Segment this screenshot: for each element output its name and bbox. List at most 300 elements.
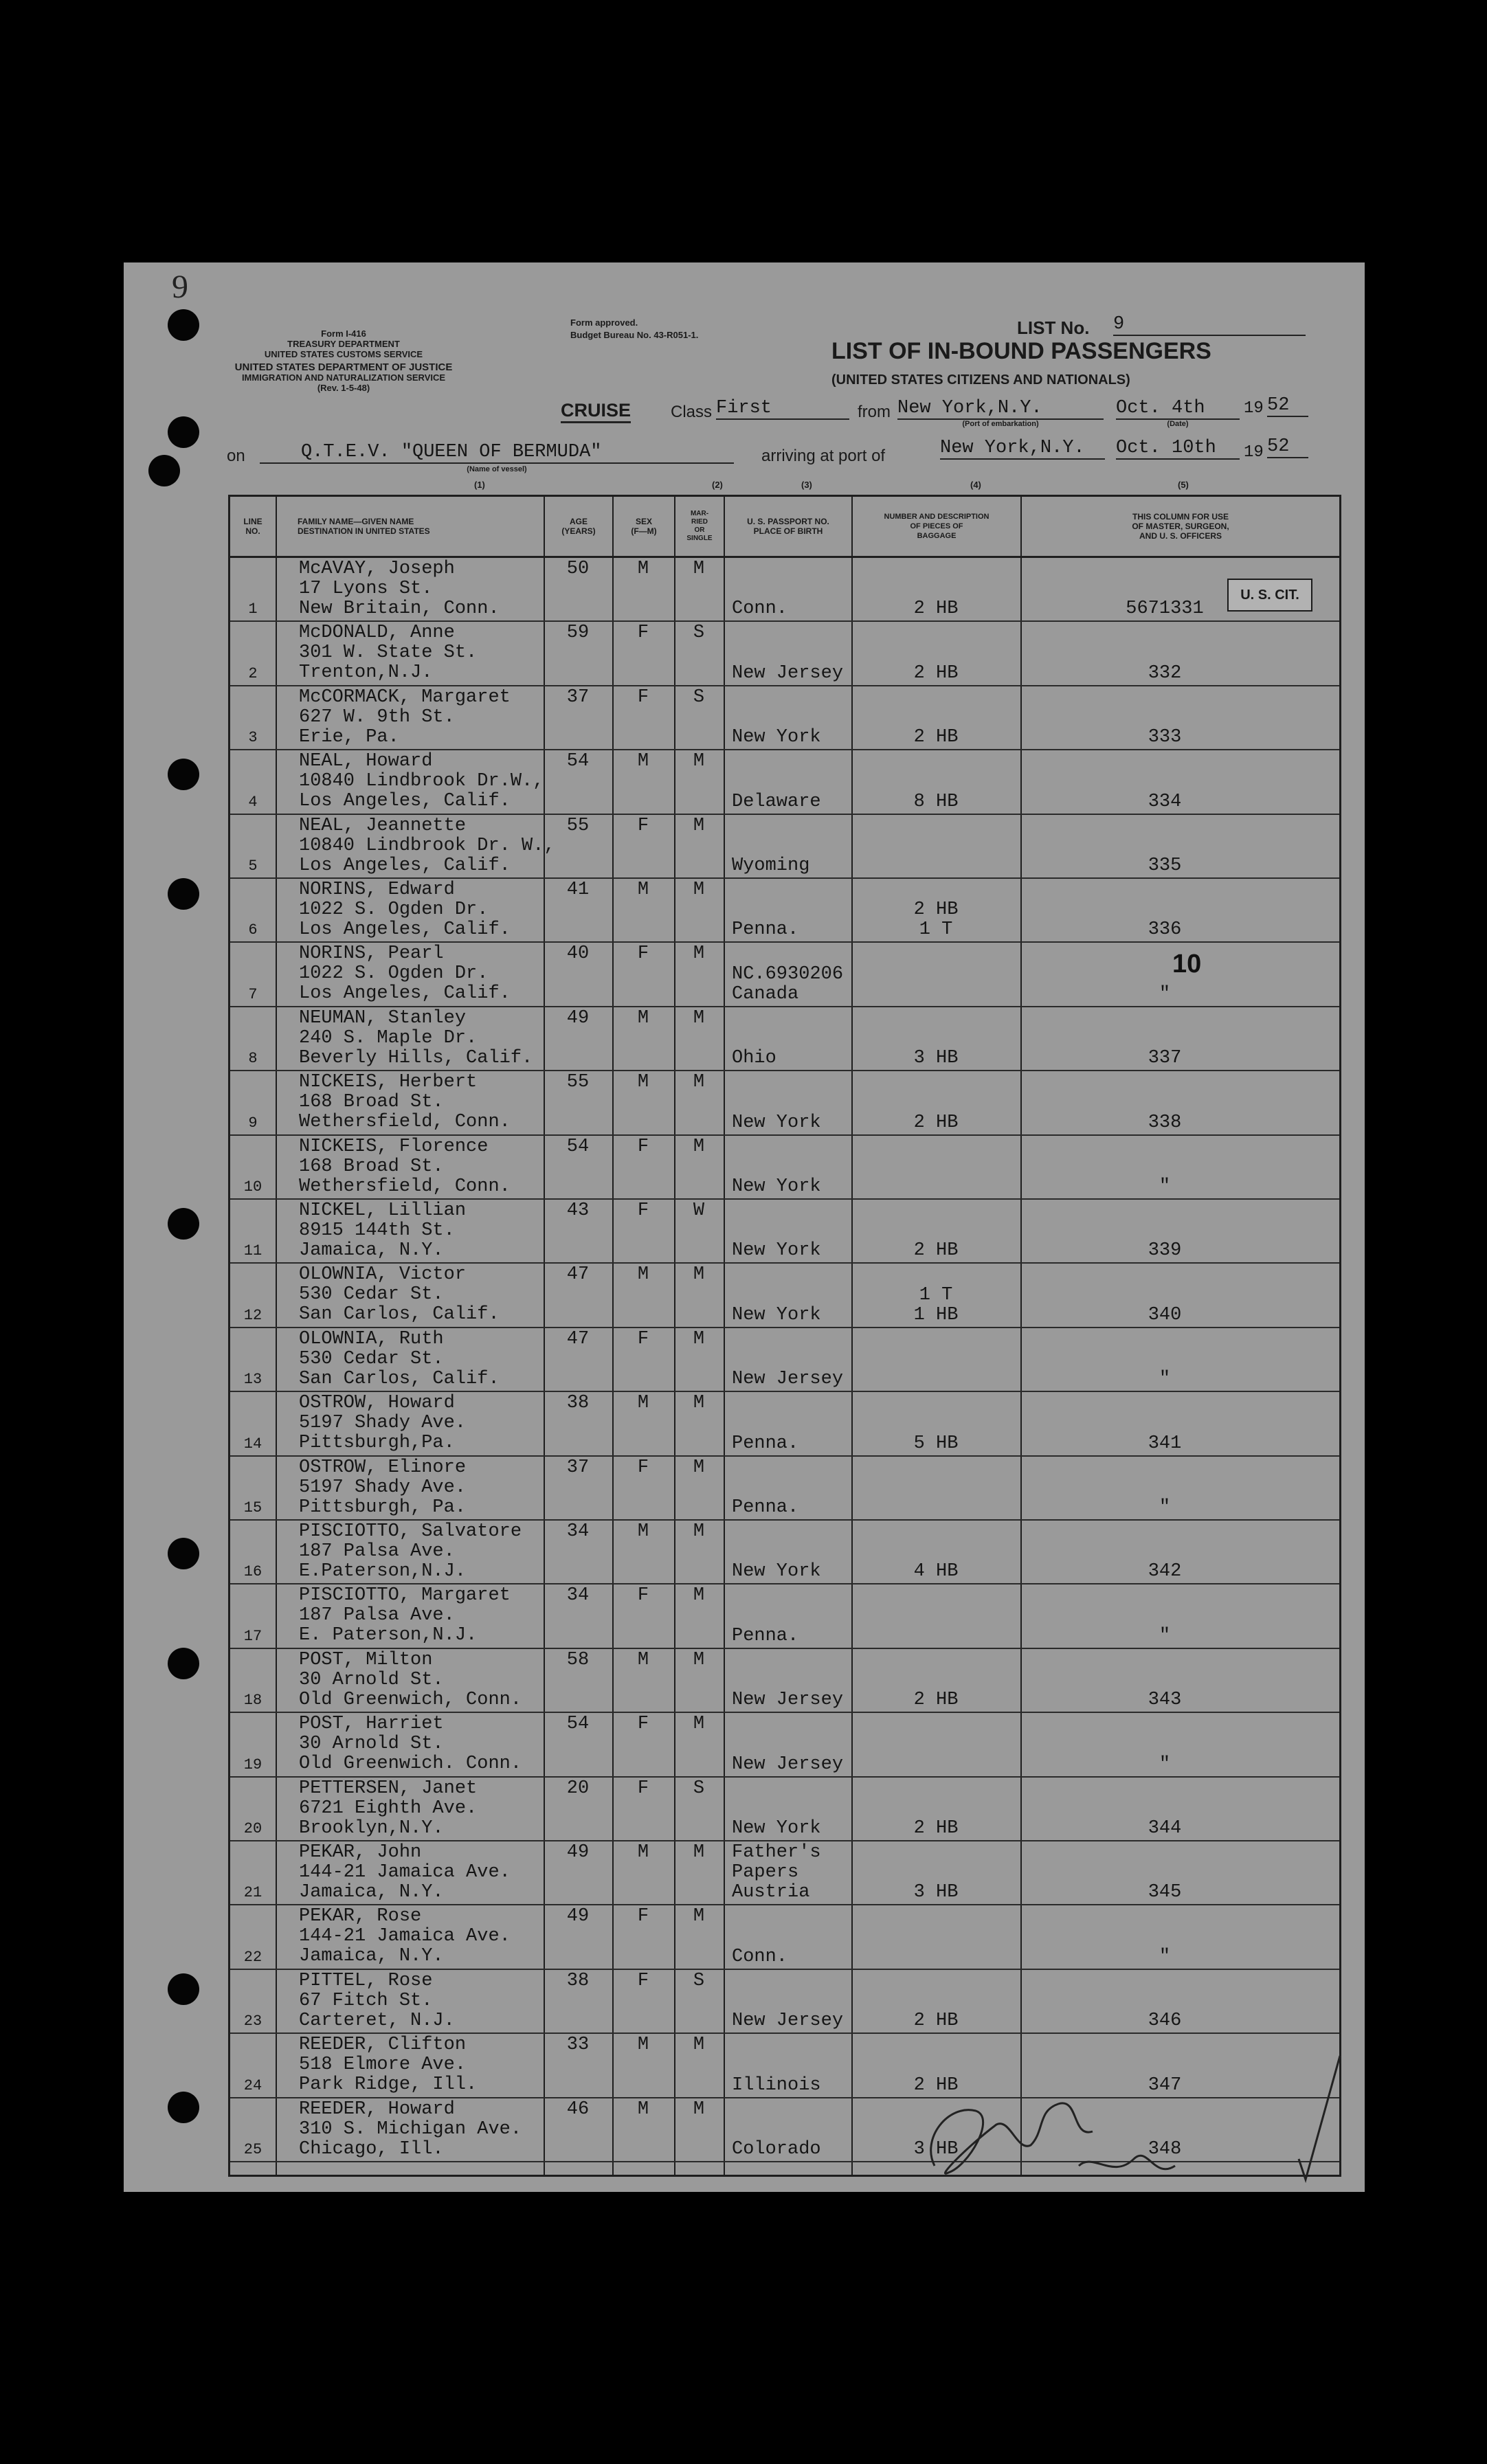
passenger-address-street: 530 Cedar St.: [299, 1348, 444, 1369]
treasury-dept: TREASURY DEPARTMENT: [287, 339, 400, 349]
passenger-marital: M: [693, 2098, 705, 2120]
arrival-port: New York,N.Y.: [940, 438, 1105, 460]
passenger-marital: M: [693, 1585, 705, 1606]
passenger-age: 46: [566, 2098, 590, 2120]
passenger-sex: F: [637, 1200, 649, 1221]
passenger-name: [299, 1393, 466, 1453]
officer-number: 336: [1148, 919, 1182, 941]
line-number: 24: [243, 2076, 262, 2094]
passenger-sex: M: [637, 880, 649, 900]
passenger-marital: M: [693, 1521, 705, 1542]
punch-hole: [168, 416, 199, 448]
passenger-name: [299, 1073, 511, 1132]
table-row: [230, 1649, 1339, 1713]
passenger-baggage: 2 HB: [913, 1690, 959, 1711]
list-no-value: 9: [1113, 315, 1306, 336]
col-num-5: (5): [1178, 480, 1189, 490]
passenger-address-street: 168 Broad St.: [299, 1092, 444, 1113]
handwritten-initials-icon: [907, 2063, 1209, 2200]
passenger-address-street: 144-21 Jamaica Ave.: [299, 1862, 511, 1883]
passenger-sex: M: [637, 2035, 649, 2056]
passenger-address-city: Wethersfield, Conn.: [299, 1112, 511, 1133]
passenger-age: 47: [566, 1328, 590, 1349]
passenger-marital: S: [693, 1778, 705, 1799]
passenger-age: 37: [566, 1457, 590, 1478]
passenger-marital: M: [693, 880, 705, 900]
passenger-name: [299, 1522, 522, 1582]
list-no-label: LIST No.: [1017, 317, 1090, 338]
passenger-name-text: NEAL, Jeannette: [299, 815, 467, 836]
passenger-name: [299, 559, 500, 619]
passenger-marital: M: [693, 815, 705, 836]
passenger-birthplace: New Jersey: [732, 1369, 844, 1390]
col-sex: SEX (F—M): [631, 517, 657, 536]
passenger-sex: F: [637, 623, 649, 644]
passenger-age: 34: [566, 1521, 590, 1542]
arrival-year-prefix: 19: [1244, 443, 1264, 462]
passenger-sex: F: [637, 1970, 649, 1991]
passenger-name: [299, 880, 511, 940]
passenger-name: [299, 1458, 466, 1518]
table-row: [230, 1584, 1339, 1648]
officer-number: 343: [1148, 1690, 1182, 1711]
passenger-marital: M: [693, 1264, 705, 1286]
passenger-baggage: 3 HB: [913, 2138, 959, 2160]
passenger-name-text: McCORMACK, Margaret: [299, 686, 511, 708]
passenger-address-street: 240 S. Maple Dr.: [299, 1027, 478, 1049]
passenger-name-text: NICKEIS, Herbert: [299, 1072, 478, 1093]
passenger-name-text: NEAL, Howard: [299, 751, 433, 772]
passenger-address-street: 187 Palsa Ave.: [299, 1541, 455, 1562]
punch-hole: [168, 309, 199, 341]
passenger-name: [299, 944, 511, 1004]
passenger-address-street: 1022 S. Ogden Dr.: [299, 899, 489, 920]
passenger-birthplace: Penna.: [732, 919, 799, 941]
punch-hole: [168, 1538, 199, 1569]
passenger-name-text: McAVAY, Joseph: [299, 559, 455, 579]
passenger-birthplace: Penna.: [732, 1497, 799, 1518]
passenger-name: [299, 1330, 500, 1389]
officer-number: 342: [1148, 1561, 1182, 1582]
passenger-name: [299, 1650, 522, 1710]
punch-hole: [148, 455, 180, 486]
officer-number: ": [1159, 1946, 1171, 1967]
passenger-baggage: 2 HB: [913, 1240, 959, 1262]
col-num-4: (4): [970, 480, 981, 490]
passenger-age: 55: [566, 1072, 590, 1093]
passenger-sex: M: [637, 1842, 649, 1863]
passenger-address-city: Pittsburgh, Pa.: [299, 1497, 467, 1518]
passenger-marital: M: [693, 1007, 705, 1029]
table-row: [230, 1264, 1339, 1328]
passenger-address-city: E.Paterson,N.J.: [299, 1561, 467, 1582]
passenger-birthplace: Ohio: [732, 1048, 776, 1069]
table-row: [230, 1007, 1339, 1071]
line-number: 15: [243, 1499, 262, 1516]
table-row: [230, 1905, 1339, 1969]
passenger-marital: M: [693, 943, 705, 965]
line-number: 2: [248, 664, 258, 682]
passenger-name-text: McDONALD, Anne: [299, 623, 455, 644]
table-row: [230, 1392, 1339, 1456]
line-number: 5: [248, 857, 258, 875]
passenger-address-street: 10840 Lindbrook Dr.W.,: [299, 771, 544, 792]
table-row: [230, 879, 1339, 943]
line-number: 4: [248, 793, 258, 811]
passenger-name: [299, 1265, 500, 1325]
passenger-age: 54: [566, 1714, 590, 1735]
passenger-sex: F: [637, 1457, 649, 1478]
passenger-sex: F: [637, 1778, 649, 1799]
us-cit-stamp: U. S. CIT.: [1227, 579, 1312, 612]
line-number: 8: [248, 1050, 258, 1068]
passenger-name-text: NICKEIS, Florence: [299, 1136, 489, 1157]
passenger-name: [299, 1586, 511, 1646]
passenger-address-street: 168 Broad St.: [299, 1156, 444, 1177]
table-row: [230, 558, 1339, 622]
line-number: 18: [243, 1692, 262, 1710]
passenger-address-city: Jamaica, N.Y.: [299, 1240, 444, 1261]
passenger-address-city: Brooklyn,N.Y.: [299, 1817, 444, 1839]
line-number: 3: [248, 729, 258, 747]
passenger-sex: M: [637, 1072, 649, 1093]
passenger-name-text: OLOWNIA, Victor: [299, 1264, 467, 1286]
passenger-address-street: 627 W. 9th St.: [299, 706, 455, 728]
passenger-age: 37: [566, 686, 590, 708]
passenger-marital: M: [693, 1136, 705, 1157]
passenger-sex: F: [637, 1585, 649, 1606]
passenger-sex: F: [637, 686, 649, 708]
table-row: [230, 1970, 1339, 2034]
passenger-name: [299, 1201, 466, 1261]
passenger-name: [299, 688, 511, 748]
passenger-address-city: Beverly Hills, Calif.: [299, 1047, 533, 1068]
passenger-name: [299, 816, 555, 876]
passenger-name: [299, 2035, 477, 2095]
officer-number: 5671331: [1126, 598, 1204, 620]
officer-number: 345: [1148, 1882, 1182, 1903]
class-value: First: [716, 399, 849, 420]
passenger-name: [299, 1843, 511, 1903]
vessel-name: Q.T.E.V. "QUEEN OF BERMUDA": [260, 443, 734, 464]
table-row: [230, 1457, 1339, 1521]
passenger-address-city: Los Angeles, Calif.: [299, 919, 511, 940]
passenger-marital: W: [693, 1200, 705, 1221]
passenger-birthplace: New York: [732, 1561, 821, 1582]
col-officers: THIS COLUMN FOR USE OF MASTER, SURGEON, AND U. S. OFFICERS: [1132, 512, 1229, 541]
passenger-address-street: 6721 Eighth Ave.: [299, 1797, 478, 1819]
line-number: 1: [248, 601, 258, 618]
passenger-baggage: 3 HB: [913, 1882, 959, 1903]
col-passport: U. S. PASSPORT NO. PLACE OF BIRTH: [747, 517, 829, 536]
passenger-name-text: NICKEL, Lillian: [299, 1200, 467, 1221]
passenger-name-text: OSTROW, Elinore: [299, 1457, 467, 1478]
passenger-name-text: NORINS, Edward: [299, 880, 455, 900]
passenger-name: [299, 2100, 522, 2160]
officer-number: 339: [1148, 1240, 1182, 1262]
departure-year-prefix: 19: [1244, 399, 1264, 418]
form-approved: Form approved.: [570, 317, 638, 328]
passenger-sex: F: [637, 1906, 649, 1927]
passenger-address-city: Old Greenwich, Conn.: [299, 1689, 522, 1710]
passenger-name-text: PITTEL, Rose: [299, 1970, 433, 1991]
passenger-marital: S: [693, 623, 705, 644]
passenger-address-street: 518 Elmore Ave.: [299, 2054, 467, 2076]
officer-number: 334: [1148, 791, 1182, 812]
officer-number: 338: [1148, 1112, 1182, 1133]
table-row: [230, 1521, 1339, 1584]
officer-number: 344: [1148, 1817, 1182, 1839]
table-row: [230, 750, 1339, 814]
punch-hole: [168, 1973, 199, 2005]
table-row: [230, 1841, 1339, 1905]
passenger-marital: M: [693, 1072, 705, 1093]
vessel-caption: (Name of vessel): [467, 465, 527, 473]
passenger-address-street: 10840 Lindbrook Dr. W.,: [299, 835, 555, 856]
from-caption: (Port of embarkation): [962, 420, 1039, 428]
punch-hole: [168, 1648, 199, 1679]
passenger-age: 41: [566, 880, 590, 900]
passenger-marital: M: [693, 2035, 705, 2056]
departure-date: Oct. 4th: [1116, 399, 1240, 420]
passenger-birthplace: New York: [732, 1112, 821, 1133]
budget-bureau: Budget Bureau No. 43-R051-1.: [570, 330, 699, 340]
passenger-address-street: 144-21 Jamaica Ave.: [299, 1926, 511, 1947]
from-label: from: [858, 403, 891, 421]
passenger-name-text: NORINS, Pearl: [299, 943, 444, 965]
passenger-name: [299, 1714, 522, 1774]
passenger-name: [299, 1009, 533, 1068]
passenger-address-city: Los Angeles, Calif.: [299, 791, 511, 812]
passenger-sex: M: [637, 559, 649, 579]
officer-number: ": [1159, 1754, 1171, 1775]
officer-number: 347: [1148, 2074, 1182, 2096]
passenger-sex: F: [637, 1136, 649, 1157]
passenger-age: 20: [566, 1778, 590, 1799]
col-married: MAR- RIED OR SINGLE: [686, 510, 713, 542]
arrival-year: 52: [1267, 437, 1308, 458]
line-number: 14: [243, 1435, 262, 1453]
passenger-birthplace: NC.6930206 Canada: [732, 963, 844, 1005]
officer-number: 335: [1148, 855, 1182, 876]
passenger-birthplace: Penna.: [732, 1433, 799, 1454]
line-number: 6: [248, 921, 258, 939]
passenger-age: 38: [566, 1393, 590, 1414]
passenger-baggage: 2 HB: [913, 2011, 959, 2032]
passenger-name-text: PISCIOTTO, Salvatore: [299, 1521, 522, 1542]
line-number: 10: [243, 1178, 262, 1196]
manifest-page: [124, 262, 1365, 2192]
passenger-address-city: Park Ridge, Ill.: [299, 2074, 478, 2096]
table-row: [230, 1713, 1339, 1777]
officer-number: 341: [1148, 1433, 1182, 1454]
table-row: [230, 1071, 1339, 1135]
date-caption: (Date): [1167, 420, 1189, 428]
passenger-name: [299, 1779, 477, 1839]
passenger-address-city: Erie, Pa.: [299, 726, 399, 748]
col-num-2: (2): [712, 480, 723, 490]
passenger-marital: M: [693, 1649, 705, 1670]
passenger-marital: M: [693, 559, 705, 579]
passenger-age: 43: [566, 1200, 590, 1221]
passenger-birthplace: Colorado: [732, 2138, 821, 2160]
passenger-sex: F: [637, 815, 649, 836]
officer-number: 346: [1148, 2011, 1182, 2032]
punch-hole: [168, 878, 199, 910]
passenger-name-text: PISCIOTTO, Margaret: [299, 1585, 511, 1606]
passenger-address-city: Carteret, N.J.: [299, 2010, 455, 2031]
table-row: [230, 1778, 1339, 1841]
col-num-3: (3): [801, 480, 812, 490]
punch-hole: [168, 759, 199, 790]
passenger-sex: M: [637, 1393, 649, 1414]
passenger-name-text: POST, Milton: [299, 1649, 433, 1670]
passenger-marital: M: [693, 1842, 705, 1863]
passenger-address-city: Old Greenwich. Conn.: [299, 1754, 522, 1775]
passenger-age: 40: [566, 943, 590, 965]
passenger-baggage: 8 HB: [913, 791, 959, 812]
passenger-age: 34: [566, 1585, 590, 1606]
rev-date: (Rev. 1-5-48): [317, 383, 370, 393]
passenger-name: [299, 623, 477, 683]
arriving-label: arriving at port of: [761, 447, 886, 465]
passenger-age: 33: [566, 2035, 590, 2056]
officer-number: 337: [1148, 1048, 1182, 1069]
annotation-number: 10: [1172, 950, 1202, 978]
justice-dept: UNITED STATES DEPARTMENT OF JUSTICE: [234, 361, 453, 373]
line-number: 11: [243, 1242, 262, 1260]
officer-number: 333: [1148, 727, 1182, 748]
passenger-address-street: 310 S. Michigan Ave.: [299, 2118, 522, 2140]
line-number: 16: [243, 1563, 262, 1581]
officer-number: ": [1159, 1497, 1171, 1518]
passenger-address-city: Jamaica, N.Y.: [299, 1882, 444, 1903]
passenger-birthplace: New Jersey: [732, 1690, 844, 1711]
officer-number: 332: [1148, 662, 1182, 684]
passenger-birthplace: New York: [732, 1176, 821, 1197]
passenger-name-text: PEKAR, Rose: [299, 1906, 422, 1927]
arrival-date: Oct. 10th: [1116, 438, 1240, 460]
passenger-baggage: 5 HB: [913, 1433, 959, 1454]
passenger-age: 49: [566, 1007, 590, 1029]
passenger-address-street: 30 Arnold St.: [299, 1734, 444, 1755]
passenger-sex: M: [637, 1007, 649, 1029]
passenger-age: 49: [566, 1842, 590, 1863]
passenger-birthplace: Delaware: [732, 791, 821, 812]
passenger-age: 55: [566, 815, 590, 836]
form-number: Form I-416: [321, 328, 366, 339]
passenger-birthplace: New Jersey: [732, 2011, 844, 2032]
passenger-baggage: 2 HB: [913, 598, 959, 620]
passenger-table: [228, 495, 1341, 2177]
col-age: AGE (YEARS): [561, 517, 596, 536]
line-number: 22: [243, 1948, 262, 1966]
passenger-age: 38: [566, 1970, 590, 1991]
passenger-age: 47: [566, 1264, 590, 1286]
passenger-address-street: 301 W. State St.: [299, 642, 478, 664]
passenger-address-street: 17 Lyons St.: [299, 579, 433, 599]
line-number: 21: [243, 1884, 262, 1902]
cruise-label: CRUISE: [561, 400, 631, 423]
line-number: 20: [243, 1819, 262, 1837]
table-row: [230, 1136, 1339, 1200]
passenger-marital: M: [693, 1328, 705, 1349]
passenger-marital: S: [693, 686, 705, 708]
passenger-baggage: 3 HB: [913, 1048, 959, 1069]
passenger-marital: M: [693, 1457, 705, 1478]
passenger-baggage: 2 HB: [913, 727, 959, 748]
passenger-marital: M: [693, 1393, 705, 1414]
class-label: Class: [671, 403, 713, 421]
table-row: [230, 815, 1339, 879]
line-number: 25: [243, 2140, 262, 2158]
passenger-address-city: Jamaica, N.Y.: [299, 1946, 444, 1967]
form-title: LIST OF IN-BOUND PASSENGERS: [831, 338, 1211, 364]
passenger-marital: M: [693, 1714, 705, 1735]
punch-hole: [168, 2092, 199, 2123]
customs-service: UNITED STATES CUSTOMS SERVICE: [264, 349, 423, 359]
passenger-address-street: 1022 S. Ogden Dr.: [299, 963, 489, 985]
passenger-name: [299, 1907, 511, 1967]
passenger-birthplace: New Jersey: [732, 662, 844, 684]
passenger-birthplace: Conn.: [732, 598, 788, 620]
passenger-marital: M: [693, 751, 705, 772]
line-number: 9: [248, 1114, 258, 1132]
passenger-birthplace: New York: [732, 1304, 821, 1325]
passenger-name: [299, 1137, 511, 1197]
passenger-address-city: E. Paterson,N.J.: [299, 1625, 478, 1646]
passenger-sex: M: [637, 1264, 649, 1286]
passenger-address-city: Wethersfield, Conn.: [299, 1176, 511, 1197]
passenger-address-city: Chicago, Ill.: [299, 2138, 444, 2160]
passenger-baggage: 1 T 1 HB: [913, 1284, 959, 1325]
passenger-sex: F: [637, 1328, 649, 1349]
passenger-age: 58: [566, 1649, 590, 1670]
form-authority-block: [220, 328, 467, 393]
passenger-age: 54: [566, 1136, 590, 1157]
line-number: 12: [243, 1306, 262, 1324]
passenger-birthplace: New Jersey: [732, 1754, 844, 1775]
passenger-birthplace: New York: [732, 727, 821, 748]
passenger-name-text: OLOWNIA, Ruth: [299, 1328, 444, 1349]
passenger-name-text: REEDER, Howard: [299, 2098, 455, 2120]
passenger-sex: F: [637, 1714, 649, 1735]
col-num-1: (1): [474, 480, 485, 490]
passenger-name-text: REEDER, Clifton: [299, 2035, 467, 2056]
officer-number: ": [1159, 1176, 1171, 1197]
passenger-name: [299, 752, 544, 811]
officer-number: ": [1159, 983, 1171, 1005]
line-number: 17: [243, 1627, 262, 1645]
passenger-address-city: New Britain, Conn.: [299, 598, 500, 619]
passenger-age: 50: [566, 559, 590, 579]
passenger-birthplace: Illinois: [732, 2074, 821, 2096]
passenger-marital: M: [693, 1906, 705, 1927]
passenger-birthplace: Wyoming: [732, 855, 810, 876]
passenger-address-city: San Carlos, Calif.: [299, 1368, 500, 1389]
passenger-name-text: PEKAR, John: [299, 1842, 422, 1863]
officer-number: 348: [1148, 2138, 1182, 2160]
passenger-age: 54: [566, 751, 590, 772]
table-body: [230, 558, 1339, 2175]
passenger-sex: M: [637, 1521, 649, 1542]
passenger-baggage: 2 HB 1 T: [913, 899, 959, 941]
table-row: [230, 686, 1339, 750]
passenger-name-text: OSTROW, Howard: [299, 1393, 455, 1414]
passenger-address-city: Los Angeles, Calif.: [299, 855, 511, 876]
passenger-sex: M: [637, 2098, 649, 2120]
passenger-address-street: 5197 Shady Ave.: [299, 1477, 467, 1498]
